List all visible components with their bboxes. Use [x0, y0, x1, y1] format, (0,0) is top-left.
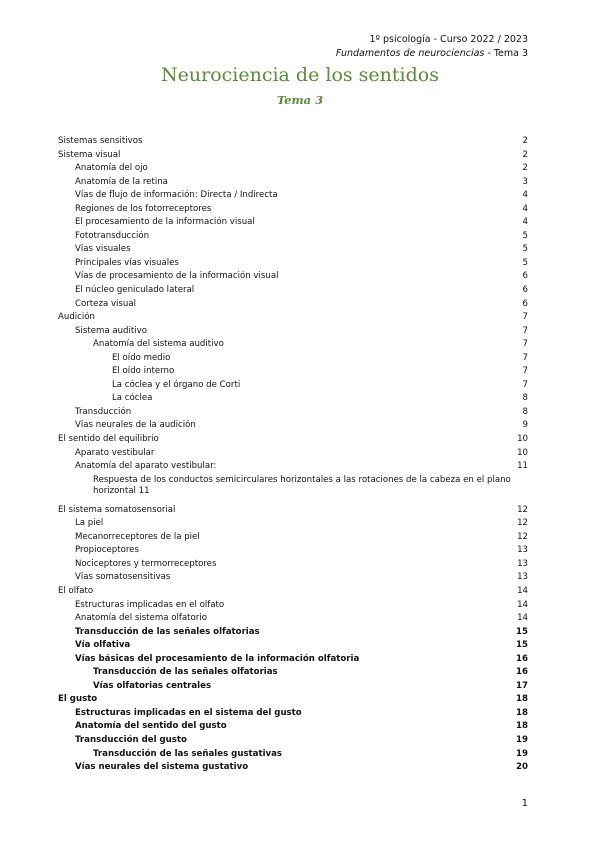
- toc-entry-page: 12: [517, 518, 528, 529]
- toc-entry[interactable]: [58, 460, 528, 474]
- toc-entry[interactable]: [58, 531, 528, 545]
- toc-entry-page: 13: [517, 545, 528, 556]
- toc-entry-page: 7: [522, 379, 528, 390]
- toc-entry[interactable]: [58, 162, 528, 176]
- toc-entry-page: 2: [522, 149, 528, 160]
- page-number: 1: [521, 798, 528, 809]
- toc-entry[interactable]: [58, 558, 528, 572]
- toc-entry-label: Vías neurales del sistema gustativo: [75, 762, 249, 773]
- toc-entry-page: 15: [516, 626, 528, 637]
- toc-entry-page: 13: [517, 572, 528, 583]
- toc-entry[interactable]: [58, 284, 528, 298]
- toc-entry-label: Anatomía del sistema olfatorio: [75, 613, 207, 624]
- toc-entry-label: El olfato: [58, 585, 94, 596]
- toc-entry-page: 11: [517, 461, 528, 472]
- toc-entry[interactable]: [58, 270, 528, 284]
- toc-entry-page: 19: [516, 734, 528, 745]
- toc-entry[interactable]: [58, 189, 528, 203]
- toc-entry[interactable]: [58, 748, 528, 762]
- toc-entry-label: Principales vías visuales: [75, 257, 179, 268]
- toc-entry-page: 18: [516, 707, 528, 718]
- subject-name: Fundamentos de neurociencias: [335, 48, 485, 59]
- toc-entry-label: Aparato vestibular: [75, 447, 155, 458]
- toc-entry-page: 12: [517, 531, 528, 542]
- toc-entry[interactable]: [58, 639, 528, 653]
- table-of-contents: [58, 135, 528, 775]
- toc-entry[interactable]: [58, 243, 528, 257]
- toc-entry[interactable]: [58, 325, 528, 339]
- toc-entry-label: El oído interno: [112, 366, 175, 377]
- toc-entry-page: 7: [522, 339, 528, 350]
- toc-entry-page: 7: [522, 366, 528, 377]
- toc-entry[interactable]: [58, 447, 528, 461]
- toc-entry-label: Vías somatosensitivas: [75, 572, 171, 583]
- toc-entry-label: Vías neurales de la audición: [75, 420, 196, 431]
- toc-entry[interactable]: [58, 761, 528, 775]
- toc-entry[interactable]: [58, 517, 528, 531]
- course-header: [369, 34, 528, 45]
- toc-entry[interactable]: [58, 474, 528, 501]
- toc-entry[interactable]: [58, 612, 528, 626]
- toc-entry[interactable]: [58, 680, 528, 694]
- toc-entry[interactable]: [58, 216, 528, 230]
- toc-entry-label: Mecanorreceptores de la piel: [75, 531, 200, 542]
- toc-entry-label: Vías visuales: [75, 244, 131, 255]
- toc-entry-label: Fototransducción: [75, 230, 150, 241]
- toc-entry-page: 18: [516, 694, 528, 705]
- toc-entry-page: 2: [522, 136, 528, 146]
- toc-entry-page: 10: [517, 447, 528, 458]
- document-title: Neurociencia de los sentidos: [161, 64, 439, 86]
- toc-entry-label: Vías de procesamiento de la información visual: [75, 271, 279, 282]
- toc-entry-label: Anatomía del sentido del gusto: [75, 721, 227, 732]
- toc-entry-page: 8: [522, 406, 528, 417]
- toc-entry-label: Transducción de las señales olfatorias: [93, 667, 278, 678]
- toc-entry-label: Estructuras implicadas en el sistema del gusto: [75, 707, 302, 718]
- toc-entry-label: Vías olfatorias centrales: [93, 680, 212, 691]
- toc-entry-label: Estructuras implicadas en el olfato: [75, 599, 225, 610]
- toc-entry-page: 7: [522, 312, 528, 323]
- toc-entry[interactable]: [58, 419, 528, 433]
- toc-entry-label: Anatomía del aparato vestibular:: [75, 461, 217, 472]
- toc-entry-label: La cóclea y el órgano de Corti: [112, 379, 241, 390]
- toc-entry[interactable]: [58, 365, 528, 379]
- toc-entry-label: Anatomía del ojo: [75, 163, 148, 174]
- toc-entry[interactable]: [58, 392, 528, 406]
- toc-entry-label: La cóclea: [112, 393, 153, 404]
- toc-entry[interactable]: [58, 585, 528, 599]
- toc-entry[interactable]: [58, 653, 528, 667]
- toc-entry-label: Vías de flujo de información: Directa / Indirecta: [75, 190, 278, 201]
- toc-entry[interactable]: [58, 693, 528, 707]
- toc-entry-label: Transducción del gusto: [75, 734, 187, 745]
- toc-entry-page: 3: [522, 176, 528, 187]
- toc-entry[interactable]: [58, 338, 528, 352]
- toc-entry-page: 7: [522, 325, 528, 336]
- toc-entry[interactable]: [58, 311, 528, 325]
- toc-entry-page: 14: [517, 599, 528, 610]
- toc-entry-page: 17: [516, 680, 528, 691]
- toc-entry[interactable]: [58, 433, 528, 447]
- toc-entry-label: Audición: [58, 312, 95, 323]
- toc-entry[interactable]: [58, 504, 528, 518]
- toc-entry[interactable]: [58, 135, 528, 149]
- toc-entry-page: 19: [516, 748, 528, 759]
- toc-entry-page: 16: [516, 667, 528, 678]
- toc-entry-label: Anatomía del sistema auditivo: [93, 339, 224, 350]
- toc-entry-page: 6: [522, 285, 528, 296]
- toc-entry-label: El núcleo geniculado lateral: [75, 285, 195, 296]
- toc-entry-page: 10: [517, 434, 528, 445]
- toc-entry-label: El sistema somatosensorial: [58, 504, 176, 515]
- toc-entry-page: 15: [516, 640, 528, 651]
- document-subtitle: Tema 3: [276, 93, 324, 107]
- toc-entry[interactable]: [58, 176, 528, 190]
- toc-entry-label: El sentido del equilibrio: [58, 434, 159, 445]
- toc-entry[interactable]: [58, 352, 528, 366]
- toc-entry-page: 4: [522, 217, 528, 228]
- toc-entry-label: Anatomía de la retina: [75, 176, 168, 187]
- toc-entry-page: 5: [522, 230, 528, 241]
- toc-entry-label: Transducción: [75, 406, 132, 417]
- toc-entry-page: 18: [516, 721, 528, 732]
- toc-entry-page: 14: [517, 585, 528, 596]
- toc-entry-page: 6: [522, 271, 528, 282]
- toc-entry-label: Respuesta de los conductos semicirculares horizontales a las rotaciones de la cabeza en el plano horizontal 11: [93, 474, 511, 497]
- course-line: 1º psicología - Curso 2022 / 2023: [369, 34, 528, 45]
- toc-entry[interactable]: [58, 734, 528, 748]
- toc-entry-label: El oído medio: [112, 352, 171, 363]
- toc-entry-label: Vías básicas del procesamiento de la información olfatoria: [75, 653, 360, 664]
- toc-entry[interactable]: [58, 406, 528, 420]
- toc-entry-label: La piel: [75, 518, 104, 529]
- subject-topic: - Tema 3: [484, 48, 528, 59]
- toc-entry[interactable]: [58, 626, 528, 640]
- toc-entry-page: 14: [517, 613, 528, 624]
- toc-entry[interactable]: [58, 257, 528, 271]
- toc-entry-label: El procesamiento de la información visual: [75, 217, 255, 228]
- subject-header: [336, 48, 528, 59]
- toc-entry-label: Vía olfativa: [75, 640, 131, 651]
- toc-entry-label: Corteza visual: [75, 298, 137, 309]
- toc-entry-label: Sistema visual: [58, 149, 121, 160]
- toc-entry-page: 4: [522, 190, 528, 201]
- toc-entry-page: 6: [522, 298, 528, 309]
- toc-entry[interactable]: [58, 544, 528, 558]
- toc-entry-page: 7: [522, 352, 528, 363]
- toc-entry[interactable]: [58, 666, 528, 680]
- toc-entry-label: El gusto: [58, 694, 98, 705]
- toc-entry-page: 16: [516, 653, 528, 664]
- toc-entry[interactable]: [58, 149, 528, 163]
- toc-entry-page: 5: [522, 244, 528, 255]
- toc-entry-label: Nociceptores y termorreceptores: [75, 558, 217, 569]
- toc-entry-page: 2: [522, 163, 528, 174]
- toc-entry[interactable]: [58, 571, 528, 585]
- toc-entry-label: Transducción de las señales olfatorias: [75, 626, 260, 637]
- toc-entry-label: Sistema auditivo: [75, 325, 148, 336]
- toc-entry-page: 20: [516, 762, 528, 773]
- toc-entry[interactable]: [58, 298, 528, 312]
- toc-entry-page: 9: [522, 420, 528, 431]
- toc-entry-label: Regiones de los fotorreceptores: [75, 203, 212, 214]
- toc-entry-page: 4: [522, 203, 528, 214]
- toc-entry[interactable]: [58, 230, 528, 244]
- toc-entry[interactable]: [58, 707, 528, 721]
- toc-entry-page: 8: [522, 393, 528, 404]
- toc-entry[interactable]: [58, 379, 528, 393]
- toc-entry-page: 5: [522, 257, 528, 268]
- toc-entry[interactable]: [58, 203, 528, 217]
- toc-entry[interactable]: [58, 599, 528, 613]
- toc-entry[interactable]: [58, 720, 528, 734]
- toc-entry-page: 13: [517, 558, 528, 569]
- toc-entry-page: 12: [517, 504, 528, 515]
- toc-entry-label: Transducción de las señales gustativas: [93, 748, 283, 759]
- toc-entry-label: Propioceptores: [75, 545, 139, 556]
- toc-entry-label: Sistemas sensitivos: [58, 136, 143, 146]
